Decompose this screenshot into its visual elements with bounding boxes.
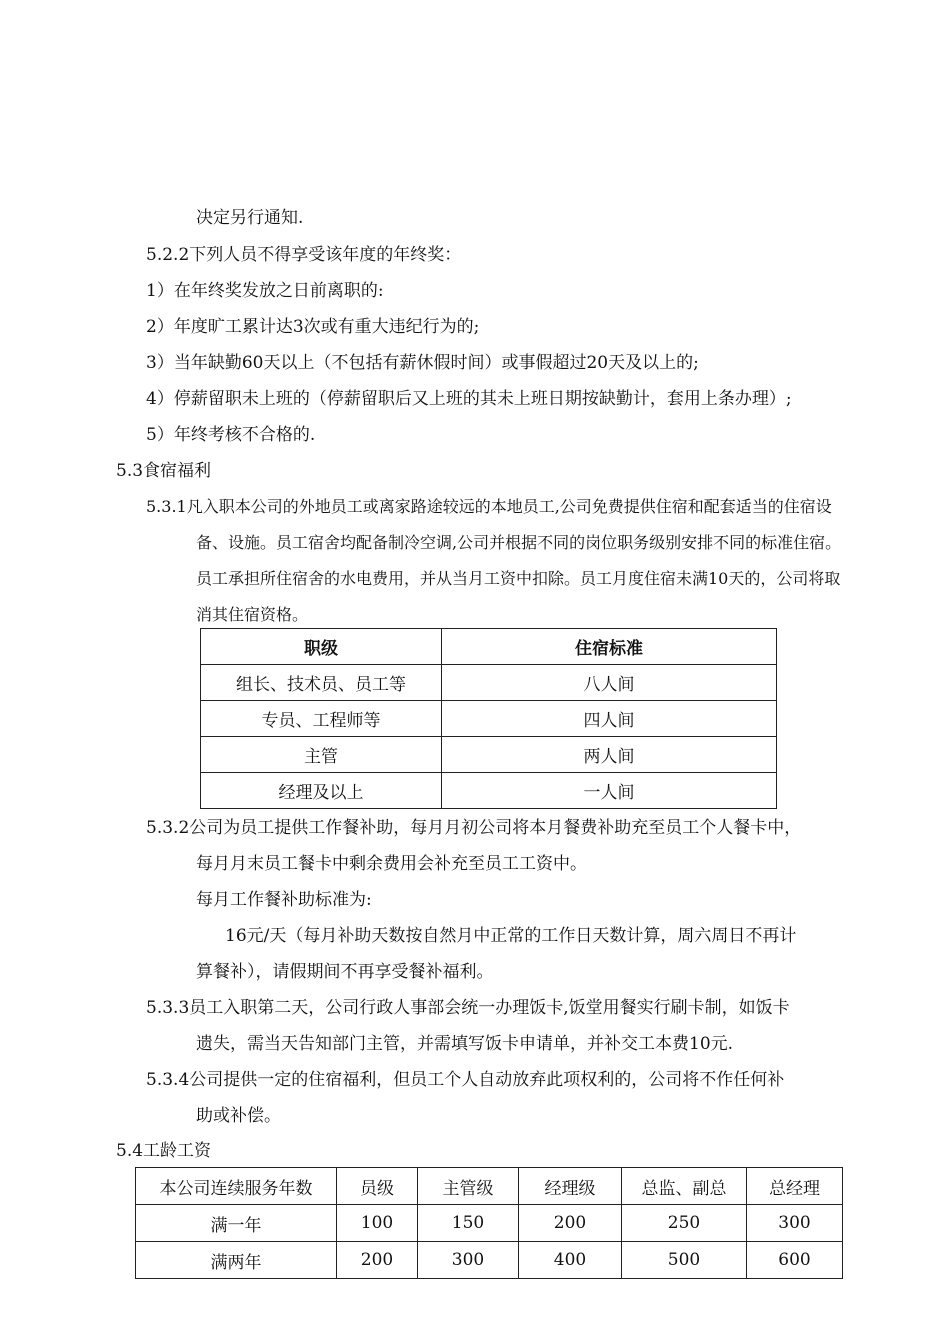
paragraph: 员工承担所住宿舍的水电费用，并从当月工资中扣除。员工月度住宿未满10天的，公司将取 bbox=[196, 569, 841, 588]
paragraph: 每月工作餐补助标准为: bbox=[196, 890, 372, 910]
list-item: 1）在年终奖发放之日前离职的: bbox=[146, 281, 384, 301]
table-cell: 100 bbox=[337, 1205, 418, 1242]
table-header-cell: 总监、副总 bbox=[622, 1168, 747, 1205]
table-cell: 组长、技术员、员工等 bbox=[201, 665, 442, 701]
table-header-cell: 住宿标准 bbox=[442, 629, 777, 665]
paragraph: 备、设施。员工宿舍均配备制冷空调,公司并根据不同的岗位职务级别安排不同的标准住宿。 bbox=[196, 533, 842, 552]
table-header-cell: 经理级 bbox=[519, 1168, 622, 1205]
paragraph: 5.3.2公司为员工提供工作餐补助，每月月初公司将本月餐费补助充至员工个人餐卡中， bbox=[146, 818, 802, 838]
paragraph: 遗失，需当天告知部门主管，并需填写饭卡申请单，并补交工本费10元. bbox=[196, 1034, 734, 1054]
table-cell: 600 bbox=[747, 1242, 843, 1279]
table-cell: 500 bbox=[622, 1242, 747, 1279]
paragraph: 消其住宿资格。 bbox=[196, 605, 309, 624]
table-cell: 150 bbox=[418, 1205, 519, 1242]
table-cell: 八人间 bbox=[442, 665, 777, 701]
list-item: 3）当年缺勤60天以上（不包括有薪休假时间）或事假超过20天及以上的; bbox=[146, 353, 699, 373]
table-cell: 300 bbox=[747, 1205, 843, 1242]
paragraph: 决定另行通知. bbox=[196, 208, 304, 228]
table-header-cell: 职级 bbox=[201, 629, 442, 665]
paragraph: 每月月末员工餐卡中剩余费用会补充至员工工资中。 bbox=[196, 854, 587, 874]
table-header-cell: 本公司连续服务年数 bbox=[136, 1168, 337, 1205]
list-item: 2）年度旷工累计达3次或有重大违纪行为的; bbox=[146, 317, 480, 337]
table-cell: 四人间 bbox=[442, 701, 777, 737]
table-row bbox=[136, 1205, 843, 1242]
table-row bbox=[201, 701, 777, 737]
table-cell: 专员、工程师等 bbox=[201, 701, 442, 737]
table-header-row bbox=[136, 1168, 843, 1205]
table-cell: 250 bbox=[622, 1205, 747, 1242]
paragraph: 算餐补），请假期间不再享受餐补福利。 bbox=[196, 962, 494, 982]
table-cell: 一人间 bbox=[442, 773, 777, 809]
table-row bbox=[201, 665, 777, 701]
table-header-cell: 员级 bbox=[337, 1168, 418, 1205]
table-cell: 200 bbox=[519, 1205, 622, 1242]
table-header-cell: 总经理 bbox=[747, 1168, 843, 1205]
paragraph: 5.3.1凡入职本公司的外地员工或离家路途较远的本地员工,公司免费提供住宿和配套适当的住宿设 bbox=[146, 497, 832, 516]
paragraph: 5.3.4公司提供一定的住宿福利，但员工个人自动放弃此项权利的，公司将不作任何补 bbox=[146, 1070, 785, 1090]
table-cell: 400 bbox=[519, 1242, 622, 1279]
table-cell: 满两年 bbox=[136, 1242, 337, 1279]
table-row bbox=[136, 1242, 843, 1279]
section-heading: 5.4工龄工资 bbox=[116, 1141, 212, 1161]
table-cell: 主管 bbox=[201, 737, 442, 773]
table-header-row bbox=[201, 629, 777, 665]
section-heading: 5.3食宿福利 bbox=[116, 461, 212, 481]
table-cell: 满一年 bbox=[136, 1205, 337, 1242]
paragraph: 16元/天（每月补助天数按自然月中正常的工作日天数计算，周六周日不再计 bbox=[225, 926, 797, 946]
paragraph: 助或补偿。 bbox=[196, 1106, 281, 1126]
table-row bbox=[201, 773, 777, 809]
seniority-pay-table bbox=[135, 1167, 843, 1279]
table-header-cell: 主管级 bbox=[418, 1168, 519, 1205]
table-cell: 经理及以上 bbox=[201, 773, 442, 809]
table-cell: 300 bbox=[418, 1242, 519, 1279]
housing-standard-table bbox=[200, 628, 777, 809]
paragraph: 5.3.3员工入职第二天，公司行政人事部会统一办理饭卡,饭堂用餐实行刷卡制，如饭卡 bbox=[146, 998, 790, 1018]
table-row bbox=[201, 737, 777, 773]
table-cell: 200 bbox=[337, 1242, 418, 1279]
paragraph: 5.2.2下列人员不得享受该年度的年终奖： bbox=[146, 245, 462, 265]
list-item: 5）年终考核不合格的. bbox=[146, 425, 316, 445]
list-item: 4）停薪留职未上班的（停薪留职后又上班的其未上班日期按缺勤计，套用上条办理）; bbox=[146, 389, 792, 409]
table-cell: 两人间 bbox=[442, 737, 777, 773]
